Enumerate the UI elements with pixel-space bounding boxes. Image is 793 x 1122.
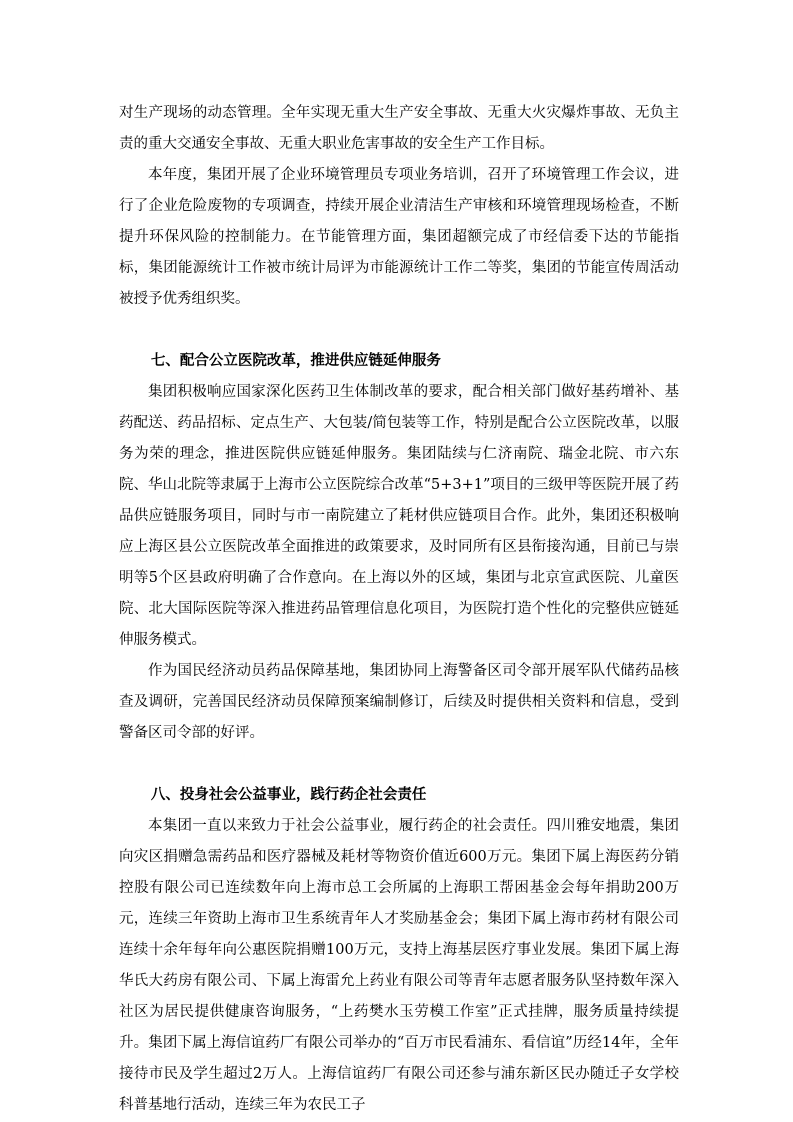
section-heading-7: 七、配合公立医院改革，推进供应链延伸服务 (150, 353, 441, 369)
paragraph-safety-results: 对生产现场的动态管理。全年实现无重大生产安全事故、无重大火灾爆炸事故、无负主责的重大交通安全事故、无重大职业危害事故的安全生产工作目标。 (119, 105, 679, 152)
section-heading-8: 八、投身社会公益事业，践行药企社会责任 (150, 787, 427, 803)
section-spacer (119, 315, 679, 346)
paragraph-hospital-reform: 集团积极响应国家深化医药卫生体制改革的要求，配合相关部门做好基药增补、基药配送、药品招标、定点生产、大包装/简包装等工作，特别是配合公立医院改革，以服务为荣的理念，推进医院供应链延伸服务。集团陆续与仁济南院、瑞金北院、市六东院、华山北院等隶属于上海市公立医院综合改革“5+3+1”项目的三级甲等医院开展了药品供应链服务项目，同时与市一南院建立了耗材供应链项目合作。此外，集团还积极响应上海区县公立医院改革全面推进的政策要求，及时同所有区县衔接沟通，目前已与崇明等5个区县政府明确了合作意向。在上海以外的区域，集团与北京宣武医院、儿童医院、北大国际医院等深入推进药品管理信息化项目，为医院打造个性化的完整供应链延伸服务模式。 (119, 384, 679, 648)
section-spacer (119, 749, 679, 780)
paragraph-public-welfare: 本集团一直以来致力于社会公益事业，履行药企的社会责任。四川雅安地震，集团向灾区捐赠急需药品和医疗器械及耗材等物资价值近600万元。集团下属上海医药分销控股有限公司已连续数年向上海市总工会所属的上海职工帮困基金会每年捐助200万元，连续三年资助上海市卫生系统青年人才奖励基金会；集团下属上海市药材有限公司连续十余年每年向公惠医院捐赠100万元，支持上海基层医疗事业发展。集团下属上海华氏大药房有限公司、下属上海雷允上药业有限公司等青年志愿者服务队坚持数年深入社区为居民提供健康咨询服务，“上药樊水玉劳模工作室”正式挂牌，服务质量持续提升。集团下属上海信谊药厂有限公司举办的“百万市民看浦东、看信谊”历经14年，全年接待市民及学生超过2万人。上海信谊药厂有限公司还参与浦东新区民办随迁子女学校科普基地行活动，连续三年为农民工子 (119, 818, 679, 1113)
paragraph-mobilization-base: 作为国民经济动员药品保障基地，集团协同上海警备区司令部开展军队代储药品核查及调研，完善国民经济动员保障预案编制修订，后续及时提供相关资料和信息，受到警备区司令部的好评。 (119, 663, 679, 741)
document-body (119, 98, 679, 1121)
paragraph-environment-management: 本年度，集团开展了企业环境管理员专项业务培训，召开了环境管理工作会议，进行了企业危险废物的专项调查，持续开展企业清洁生产审核和环境管理现场检查，不断提升环保风险的控制能力。在节能管理方面，集团超额完成了市经信委下达的节能指标，集团能源统计工作被市统计局评为市能源统计工作二等奖，集团的节能宣传周活动被授予优秀组织奖。 (119, 167, 679, 307)
